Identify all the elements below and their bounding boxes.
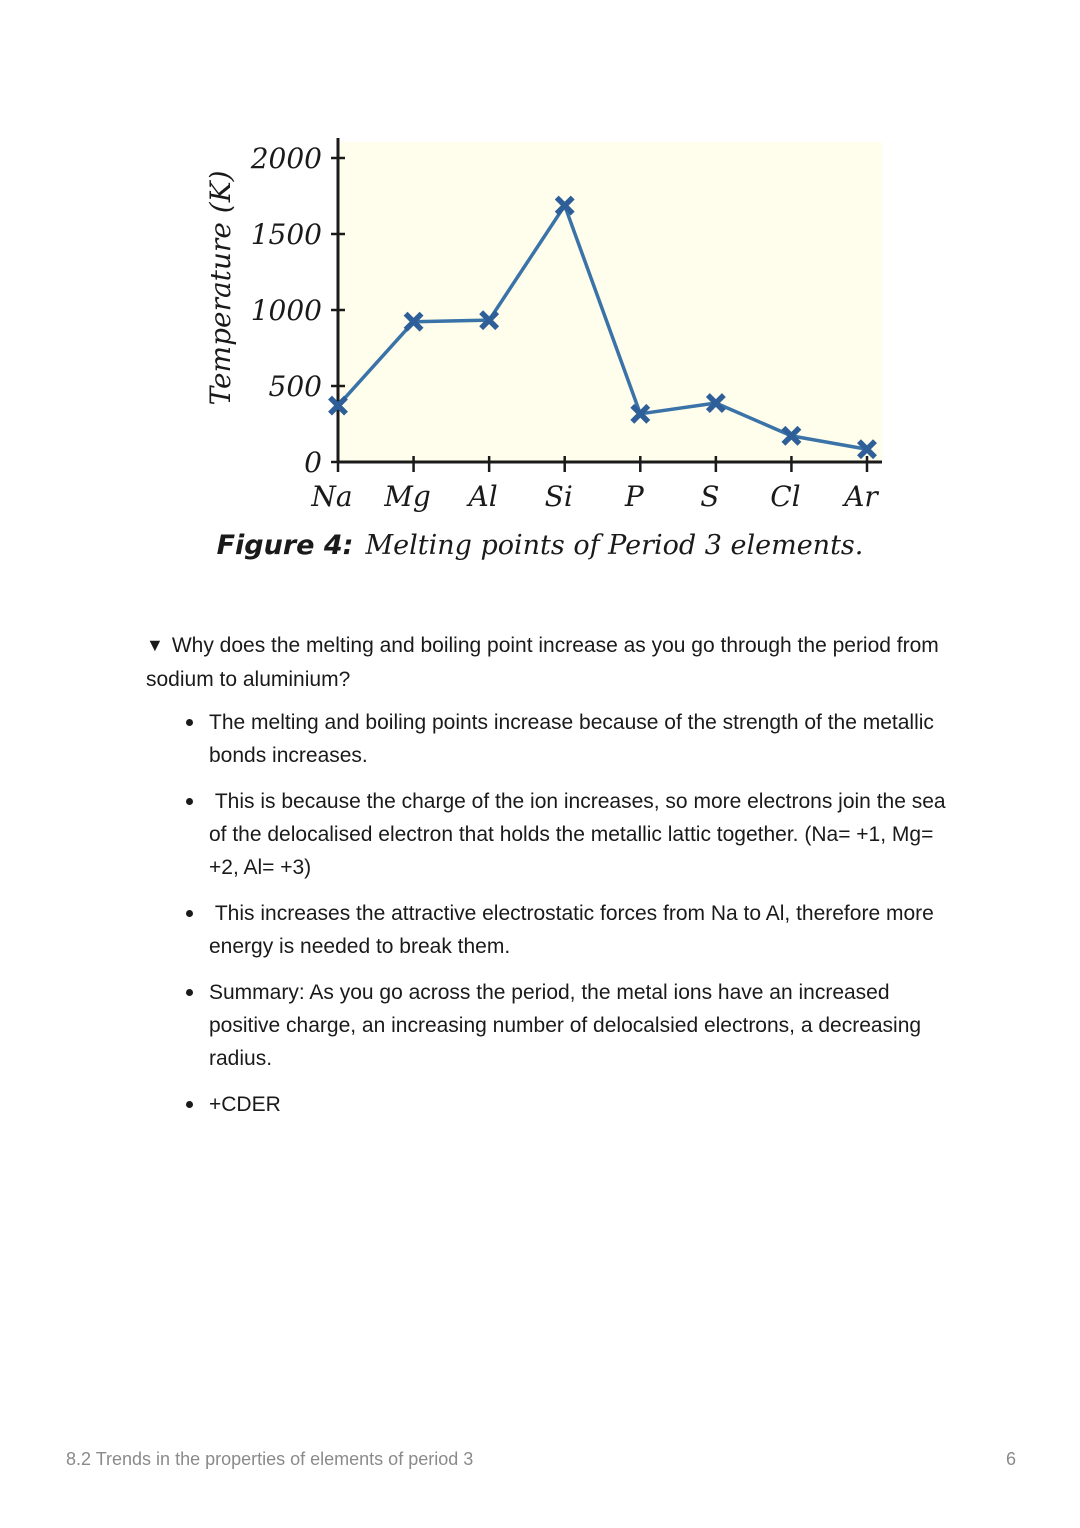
figure-label: Figure 4: (216, 530, 354, 561)
x-tick-label: S (700, 480, 720, 513)
x-tick-label: Al (468, 480, 498, 513)
y-tick-label: 1000 (250, 294, 322, 327)
bullet-icon (186, 910, 193, 917)
page-number: 6 (1005, 1449, 1016, 1469)
bullet-icon (186, 1101, 193, 1108)
x-tick-label: Cl (770, 480, 801, 513)
list-item (209, 897, 959, 963)
y-tick-label: 0 (304, 446, 322, 479)
triangle-down-icon[interactable]: ▼ (146, 635, 164, 655)
list-item (209, 785, 959, 884)
x-tick-label: P (624, 480, 644, 513)
figure-caption-text: Melting points of Period 3 elements. (365, 530, 864, 561)
list-item-text: This increases the attractive electrostatic forces from Na to Al, therefore more energy is needed to break them. (209, 902, 940, 958)
list-item (209, 976, 959, 1075)
bullet-icon (186, 719, 193, 726)
melting-point-chart (190, 128, 910, 528)
x-tick-label: Si (544, 480, 573, 513)
list-item-text: Summary: As you go across the period, the metal ions have an increased positive charge, an increasing number of delocalsied electrons, a decreasing radius. (209, 981, 927, 1070)
x-tick-label: Ar (844, 480, 878, 513)
list-item (209, 706, 959, 772)
bullet-icon (186, 798, 193, 805)
y-tick-label: 1500 (250, 218, 322, 251)
plot-area (338, 142, 882, 462)
footer-title: 8.2 Trends in the properties of elements of period 3 (66, 1449, 474, 1469)
list-item (209, 1088, 959, 1121)
x-tick-label: Na (311, 480, 353, 513)
answer-list (209, 706, 959, 1134)
x-tick-label: Mg (384, 480, 431, 513)
y-tick-label: 2000 (250, 142, 322, 175)
question-text: Why does the melting and boiling point increase as you go through the period from sodium to aluminium? (146, 634, 939, 691)
y-axis-label: Temperature (K) (204, 170, 237, 406)
list-item-text: This is because the charge of the ion increases, so more electrons join the sea of the delocalised electron that holds the metallic lattic together. (Na= +1, Mg= +2, Al= +3) (209, 790, 952, 879)
y-tick-label: 500 (268, 370, 322, 403)
figure-caption (0, 530, 1080, 561)
toggle-question[interactable] (146, 629, 946, 696)
list-item-text: +CDER (209, 1093, 281, 1116)
bullet-icon (186, 989, 193, 996)
list-item-text: The melting and boiling points increase because of the strength of the metallic bonds increases. (209, 711, 940, 767)
